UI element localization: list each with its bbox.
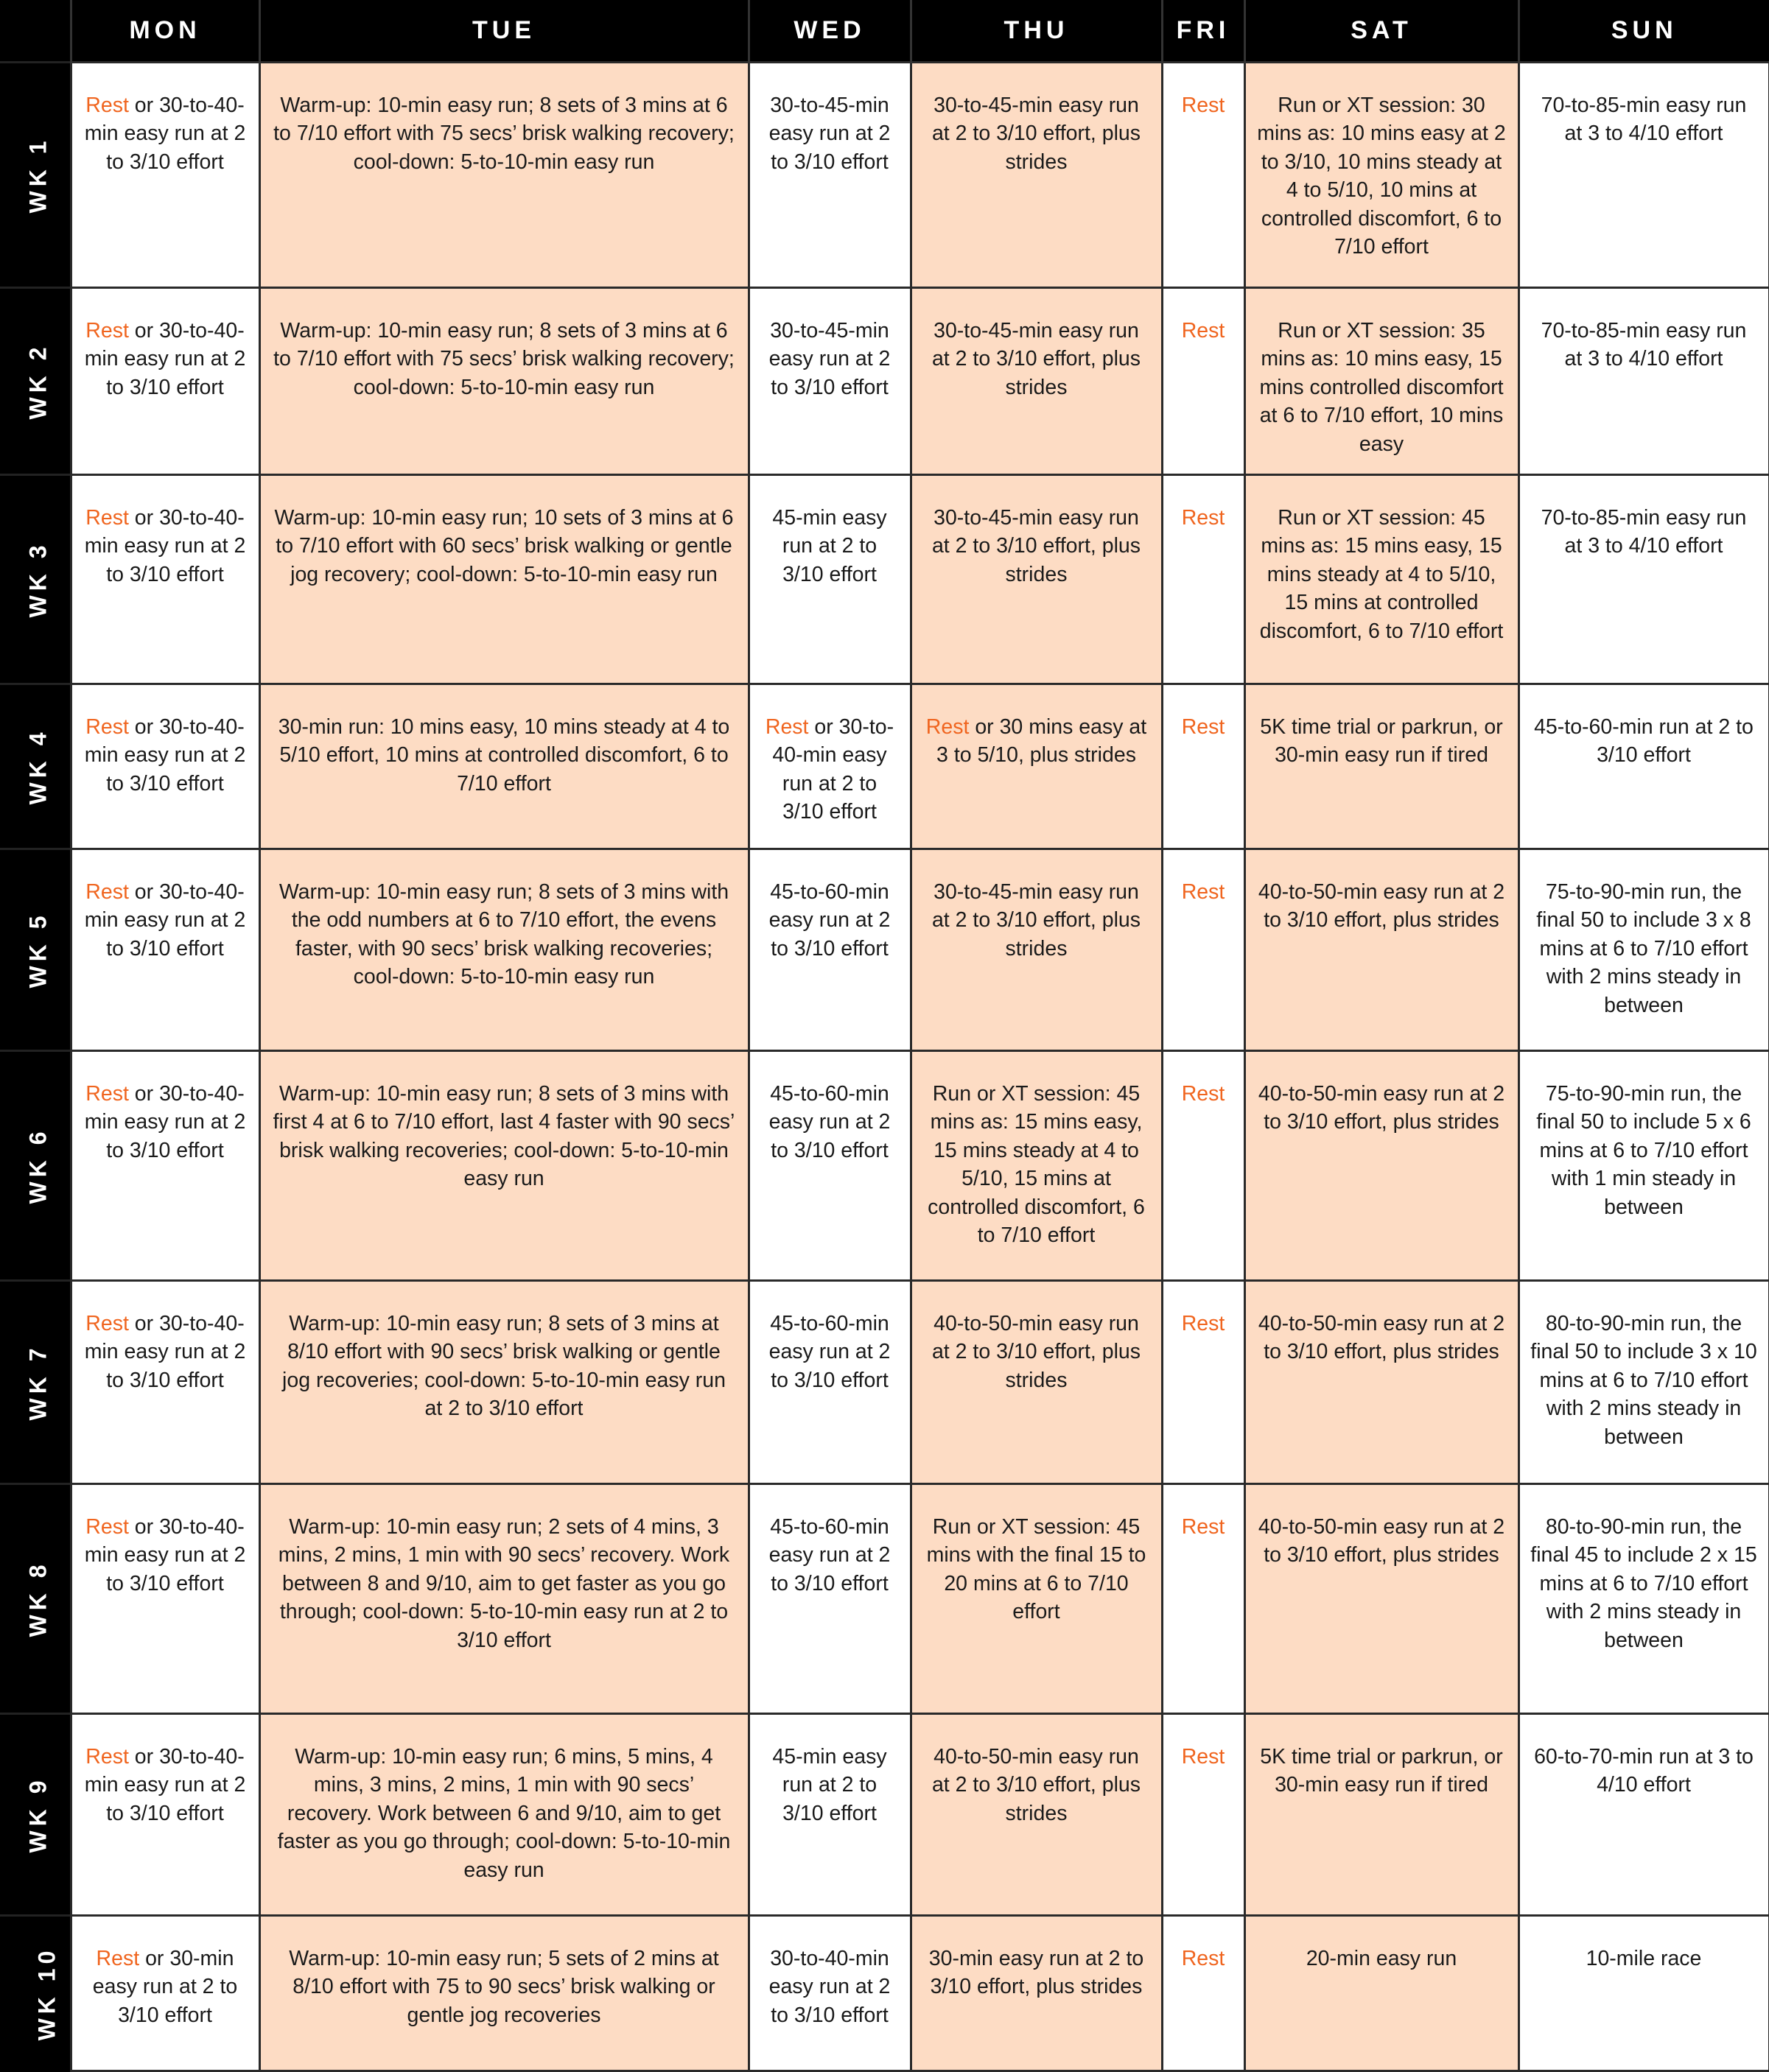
session-text: or 30-to-40-min easy run at 2 to 3/10 effort [84,1081,246,1162]
session-cell-sun [1518,1713,1769,1915]
session-text: Run or XT session: 30 mins as: 10 mins easy at 2 to 3/10, 10 mins steady at 4 to 5/10, 10 mins at controlled discomfort, 6 to 7/10 effort [1257,93,1506,259]
session-cell-wed [749,1483,911,1713]
session-text: 75-to-90-min run, the final 50 to include 5 x 6 mins at 6 to 7/10 effort with 1 min steady in between [1536,1081,1751,1219]
session-cell-mon [71,1050,259,1280]
session-cell-sun [1518,849,1769,1050]
session-cell-fri [1162,62,1244,287]
session-cell-sun [1518,1280,1769,1483]
rest-label: Rest [85,318,129,343]
session-text: 40-to-50-min easy run at 2 to 3/10 effort, plus strides [1258,1311,1505,1363]
session-cell-sun [1518,62,1769,287]
session-text: 30-to-45-min easy run at 2 to 3/10 effort, plus strides [931,879,1141,961]
week-row [0,1280,1769,1483]
session-cell-fri [1162,287,1244,474]
session-cell-tue [259,287,749,474]
session-text: Run or XT session: 45 mins with the final 15 to 20 mins at 6 to 7/10 effort [926,1514,1146,1623]
session-cell-tue [259,849,749,1050]
session-text: 45-to-60-min easy run at 2 to 3/10 effort [768,879,891,961]
session-text: Warm-up: 10-min easy run; 6 mins, 5 mins, 4 mins, 3 mins, 2 mins, 1 min with 90 secs’ recovery. Work between 6 and 9/10, aim to get faster as you go through; cool-down: 5-to-10-min easy run [277,1744,731,1882]
session-text: 40-to-50-min easy run at 2 to 3/10 effort, plus strides [931,1744,1141,1825]
session-cell-fri [1162,1713,1244,1915]
session-text: 70-to-85-min easy run at 3 to 4/10 effort [1541,505,1747,558]
rest-label: Rest [1181,505,1225,530]
session-cell-thu [911,849,1162,1050]
session-cell-sat [1244,849,1518,1050]
week-label: WK 2 [24,343,52,419]
session-text: or 30-to-40-min easy run at 2 to 3/10 effort [84,93,246,174]
session-text: Warm-up: 10-min easy run; 8 sets of 3 mins at 6 to 7/10 effort with 75 secs’ brisk walking recovery; cool-down: 5-to-10-min easy run [273,93,735,174]
rest-label: Rest [85,1081,129,1106]
session-text: Warm-up: 10-min easy run; 5 sets of 2 mins at 8/10 effort with 75 to 90 secs’ brisk walking or gentle jog recoveries [289,1946,719,2027]
session-text: 70-to-85-min easy run at 3 to 4/10 effort [1541,93,1747,145]
day-header-fri: FRI [1162,0,1244,62]
session-cell-sun [1518,474,1769,684]
session-text: 30-to-45-min easy run at 2 to 3/10 effort [768,318,891,399]
rest-label: Rest [1181,318,1225,343]
rest-label: Rest [85,93,129,117]
session-cell-mon [71,1280,259,1483]
session-cell-tue [259,1713,749,1915]
session-text: Warm-up: 10-min easy run; 8 sets of 3 mins with first 4 at 6 to 7/10 effort, last 4 faster with 90 secs’ brisk walking recoveries; cool-down: 5-to-10-min easy run [273,1081,735,1190]
rest-label: Rest [85,1311,129,1335]
session-text: 80-to-90-min run, the final 45 to include 2 x 15 mins at 6 to 7/10 effort with 2 mins steady in between [1530,1514,1757,1652]
session-cell-sat [1244,287,1518,474]
session-cell-sun [1518,1483,1769,1713]
rest-label: Rest [96,1946,140,1970]
rest-label: Rest [1181,1744,1225,1769]
day-header-sun: SUN [1518,0,1769,62]
session-cell-wed [749,849,911,1050]
session-text: 45-to-60-min run at 2 to 3/10 effort [1534,714,1754,767]
session-text: 5K time trial or parkrun, or 30-min easy run if tired [1260,714,1503,767]
session-text: 30-to-45-min easy run at 2 to 3/10 effort [768,93,891,174]
session-cell-wed [749,1050,911,1280]
session-cell-sat [1244,1050,1518,1280]
session-text: 75-to-90-min run, the final 50 to include 3 x 8 mins at 6 to 7/10 effort with 2 mins steady in between [1536,879,1751,1017]
session-cell-fri [1162,474,1244,684]
session-text: Warm-up: 10-min easy run; 8 sets of 3 mins at 8/10 effort with 90 secs’ brisk walking or gentle jog recoveries; cool-down: 5-to-10-min easy run at 2 to 3/10 effort [282,1311,726,1420]
week-label: WK 10 [33,1946,60,2041]
session-text: 80-to-90-min run, the final 50 to include 3 x 10 mins at 6 to 7/10 effort with 2 mins steady in between [1530,1311,1757,1449]
week-label-cell [0,1050,71,1280]
week-label-cell [0,1713,71,1915]
header-corner [0,0,71,62]
session-cell-tue [259,1483,749,1713]
session-text: or 30-to-40-min easy run at 2 to 3/10 effort [84,714,246,796]
session-text: or 30-to-40-min easy run at 2 to 3/10 effort [84,318,246,399]
session-text: Warm-up: 10-min easy run; 8 sets of 3 mins at 6 to 7/10 effort with 75 secs’ brisk walking recovery; cool-down: 5-to-10-min easy run [273,318,735,399]
session-text: 70-to-85-min easy run at 3 to 4/10 effort [1541,318,1747,370]
week-label-cell [0,684,71,849]
session-cell-sun [1518,1050,1769,1280]
rest-label: Rest [85,1744,129,1769]
training-plan-body [0,62,1769,2071]
rest-label: Rest [1181,1311,1225,1335]
session-text: 10-mile race [1586,1946,1702,1970]
week-label-cell [0,287,71,474]
week-label: WK 7 [24,1344,52,1420]
day-header-wed: WED [749,0,911,62]
session-cell-thu [911,1280,1162,1483]
week-row [0,287,1769,474]
session-text: Run or XT session: 35 mins as: 10 mins easy, 15 mins controlled discomfort at 6 to 7/10 effort, 10 mins easy [1259,318,1504,456]
session-text: Warm-up: 10-min easy run; 2 sets of 4 mins, 3 mins, 2 mins, 1 min with 90 secs’ recovery. Work between 8 and 9/10, aim to get faster as you go through; cool-down: 5-to-10-min easy run at 2 to 3/10 effort [278,1514,730,1652]
session-cell-fri [1162,1483,1244,1713]
session-cell-fri [1162,1280,1244,1483]
session-cell-tue [259,62,749,287]
session-text: or 30 mins easy at 3 to 5/10, plus strides [936,714,1147,767]
day-header-mon: MON [71,0,259,62]
session-cell-sat [1244,474,1518,684]
session-text: 30-to-45-min easy run at 2 to 3/10 effort, plus strides [931,93,1141,174]
rest-label: Rest [1181,1081,1225,1106]
session-cell-tue [259,474,749,684]
session-cell-thu [911,287,1162,474]
session-text: 60-to-70-min run at 3 to 4/10 effort [1534,1744,1754,1797]
session-cell-mon [71,1713,259,1915]
session-cell-wed [749,684,911,849]
session-cell-tue [259,684,749,849]
session-cell-wed [749,1915,911,2071]
rest-label: Rest [1181,714,1225,739]
session-cell-wed [749,474,911,684]
week-label-cell [0,1483,71,1713]
session-text: Warm-up: 10-min easy run; 10 sets of 3 mins at 6 to 7/10 effort with 60 secs’ brisk walking or gentle jog recovery; cool-down: 5-to-10-min easy run [274,505,734,586]
session-cell-thu [911,1713,1162,1915]
session-cell-sat [1244,1280,1518,1483]
session-cell-wed [749,1280,911,1483]
session-cell-wed [749,287,911,474]
session-text: 40-to-50-min easy run at 2 to 3/10 effort, plus strides [1258,1081,1505,1134]
week-row [0,1483,1769,1713]
session-text: Warm-up: 10-min easy run; 8 sets of 3 mins with the odd numbers at 6 to 7/10 effort, the evens faster, with 90 secs’ brisk walking recoveries; cool-down: 5-to-10-min easy run [279,879,729,988]
week-label-cell [0,474,71,684]
rest-label: Rest [1181,1514,1225,1539]
session-cell-mon [71,684,259,849]
session-cell-sat [1244,684,1518,849]
week-row [0,1050,1769,1280]
rest-label: Rest [85,505,129,530]
week-label-cell [0,1915,71,2071]
rest-label: Rest [85,714,129,739]
session-cell-sun [1518,287,1769,474]
week-row [0,1915,1769,2071]
session-cell-wed [749,62,911,287]
session-text: 40-to-50-min easy run at 2 to 3/10 effort, plus strides [931,1311,1141,1392]
session-text: or 30-to-40-min easy run at 2 to 3/10 effort [84,1311,246,1392]
session-cell-tue [259,1050,749,1280]
session-cell-fri [1162,849,1244,1050]
session-text: 30-min easy run at 2 to 3/10 effort, plus strides [928,1946,1144,1998]
session-cell-mon [71,1483,259,1713]
session-cell-thu [911,1915,1162,2071]
rest-label: Rest [1181,93,1225,117]
session-cell-mon [71,1915,259,2071]
rest-label: Rest [85,1514,129,1539]
session-text: 45-to-60-min easy run at 2 to 3/10 effort [768,1514,891,1595]
session-text: 30-min run: 10 mins easy, 10 mins steady at 4 to 5/10 effort, 10 mins at controlled discomfort, 6 to 7/10 effort [278,714,730,796]
session-text: Run or XT session: 45 mins as: 15 mins easy, 15 mins steady at 4 to 5/10, 15 mins at controlled discomfort, 6 to 7/10 effort [1259,505,1504,643]
week-row [0,684,1769,849]
session-text: or 30-to-40-min easy run at 2 to 3/10 effort [84,879,246,961]
session-cell-sun [1518,1915,1769,2071]
week-label-cell [0,62,71,287]
session-cell-mon [71,474,259,684]
session-cell-thu [911,474,1162,684]
session-text: or 30-min easy run at 2 to 3/10 effort [92,1946,238,2027]
session-text: 45-to-60-min easy run at 2 to 3/10 effort [768,1311,891,1392]
session-cell-mon [71,849,259,1050]
rest-label: Rest [1181,879,1225,904]
session-cell-tue [259,1915,749,2071]
session-text: 30-to-40-min easy run at 2 to 3/10 effort [768,1946,891,2027]
week-row [0,474,1769,684]
session-cell-sat [1244,1915,1518,2071]
session-text: 30-to-45-min easy run at 2 to 3/10 effort, plus strides [931,318,1141,399]
session-text: 30-to-45-min easy run at 2 to 3/10 effort, plus strides [931,505,1141,586]
week-label-cell [0,849,71,1050]
session-text: 5K time trial or parkrun, or 30-min easy run if tired [1260,1744,1503,1797]
week-label: WK 9 [24,1776,52,1852]
session-cell-tue [259,1280,749,1483]
session-cell-thu [911,1483,1162,1713]
week-label: WK 8 [24,1560,52,1637]
session-cell-fri [1162,1915,1244,2071]
session-text: 40-to-50-min easy run at 2 to 3/10 effort, plus strides [1258,1514,1505,1567]
session-cell-thu [911,1050,1162,1280]
day-header-thu: THU [911,0,1162,62]
week-label: WK 3 [24,541,52,617]
session-cell-thu [911,62,1162,287]
session-cell-mon [71,287,259,474]
session-text: 45-to-60-min easy run at 2 to 3/10 effort [768,1081,891,1162]
session-text: 20-min easy run [1306,1946,1457,1970]
session-cell-fri [1162,684,1244,849]
week-label: WK 4 [24,728,52,804]
week-row [0,62,1769,287]
session-text: or 30-to-40-min easy run at 2 to 3/10 effort [84,1744,246,1825]
week-label-cell [0,1280,71,1483]
session-text: or 30-to-40-min easy run at 2 to 3/10 effort [772,714,894,823]
session-cell-thu [911,684,1162,849]
day-header-row [0,0,1769,62]
session-cell-sat [1244,1483,1518,1713]
session-text: or 30-to-40-min easy run at 2 to 3/10 effort [84,1514,246,1595]
rest-label: Rest [85,879,129,904]
session-cell-sat [1244,62,1518,287]
session-text: 45-min easy run at 2 to 3/10 effort [772,1744,887,1825]
session-cell-sun [1518,684,1769,849]
week-row [0,849,1769,1050]
rest-label: Rest [1181,1946,1225,1970]
day-header-sat: SAT [1244,0,1518,62]
session-cell-wed [749,1713,911,1915]
session-cell-sat [1244,1713,1518,1915]
session-cell-fri [1162,1050,1244,1280]
week-label: WK 5 [24,911,52,988]
week-label: WK 6 [24,1127,52,1204]
session-text: 40-to-50-min easy run at 2 to 3/10 effort, plus strides [1258,879,1505,932]
rest-label: Rest [765,714,809,739]
session-text: 45-min easy run at 2 to 3/10 effort [772,505,887,586]
rest-label: Rest [925,714,970,739]
week-label: WK 1 [24,136,52,213]
session-text: Run or XT session: 45 mins as: 15 mins easy, 15 mins steady at 4 to 5/10, 15 mins at controlled discomfort, 6 to 7/10 effort [928,1081,1145,1247]
session-text: or 30-to-40-min easy run at 2 to 3/10 effort [84,505,246,586]
week-row [0,1713,1769,1915]
day-header-tue: TUE [259,0,749,62]
session-cell-mon [71,62,259,287]
